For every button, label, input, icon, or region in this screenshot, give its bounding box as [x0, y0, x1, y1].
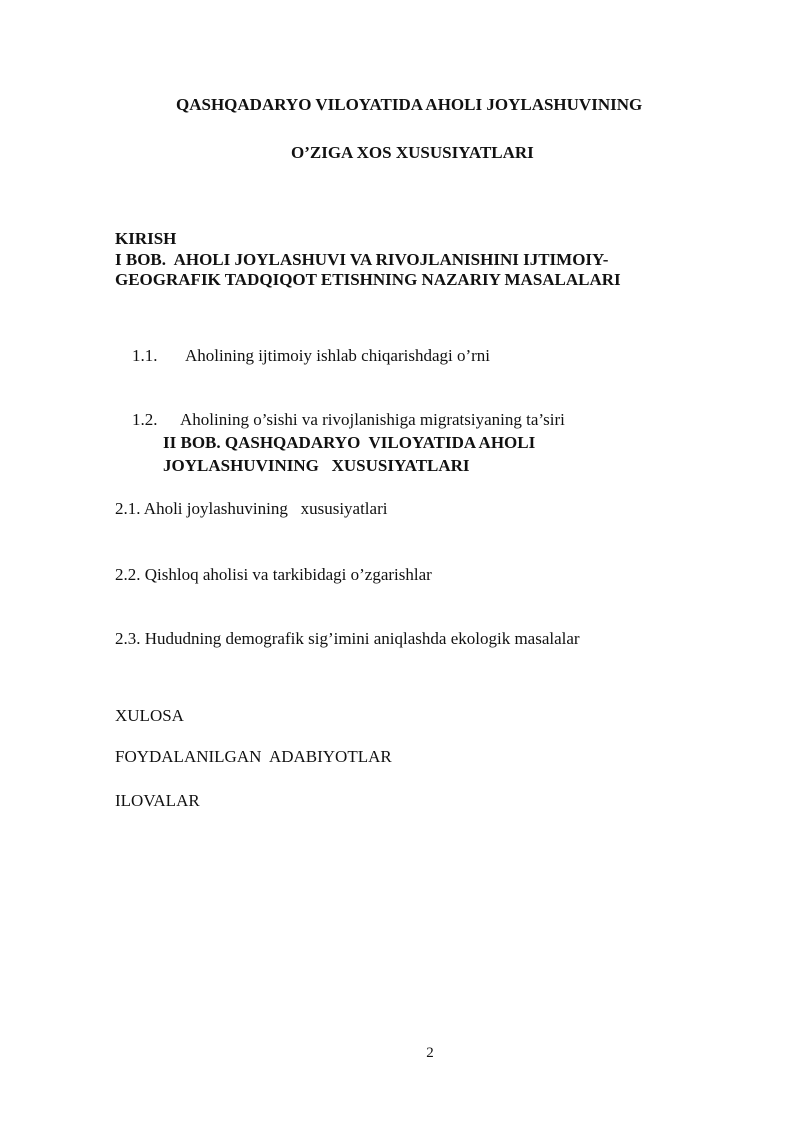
toc-conclusion: XULOSA [115, 706, 184, 725]
toc-chapter2-line2: JOYLASHUVINING XUSUSIYATLARI [163, 456, 470, 475]
toc-section-text: Aholining ijtimoiy ishlab chiqarishdagi o’rni [185, 346, 491, 365]
toc-section-2-1: 2.1. Aholi joylashuvining xususiyatlari [115, 499, 388, 518]
toc-chapter1-line1: I BOB. AHOLI JOYLASHUVI VA RIVOJLANISHINI IJTIMOIY- [115, 250, 609, 269]
title-line-1: QASHQADARYO VILOYATIDA AHOLI JOYLASHUVINING [176, 95, 643, 114]
toc-section-number: 1.1. [132, 346, 158, 365]
toc-intro: KIRISH [115, 229, 177, 248]
toc-references: FOYDALANILGAN ADABIYOTLAR [115, 747, 392, 766]
toc-section-text: Aholining o’sishi va rivojlanishiga migratsiyaning ta’siri [180, 410, 565, 429]
toc-section-2-3: 2.3. Hududning demografik sig’imini aniqlashda ekologik masalalar [115, 629, 580, 648]
page-number: 2 [426, 1045, 434, 1061]
title-line-2: O’ZIGA XOS XUSUSIYATLARI [291, 143, 534, 162]
toc-chapter2-line1: II BOB. QASHQADARYO VILOYATIDA AHOLI [163, 433, 536, 452]
toc-appendices: ILOVALAR [115, 791, 200, 810]
toc-section-2-2: 2.2. Qishloq aholisi va tarkibidagi o’zgarishlar [115, 565, 432, 584]
toc-section-number: 1.2. [132, 410, 158, 429]
toc-section-1-1 [115, 323, 490, 389]
toc-chapter1-line2: GEOGRAFIK TADQIQOT ETISHNING NAZARIY MASALALARI [115, 270, 621, 289]
